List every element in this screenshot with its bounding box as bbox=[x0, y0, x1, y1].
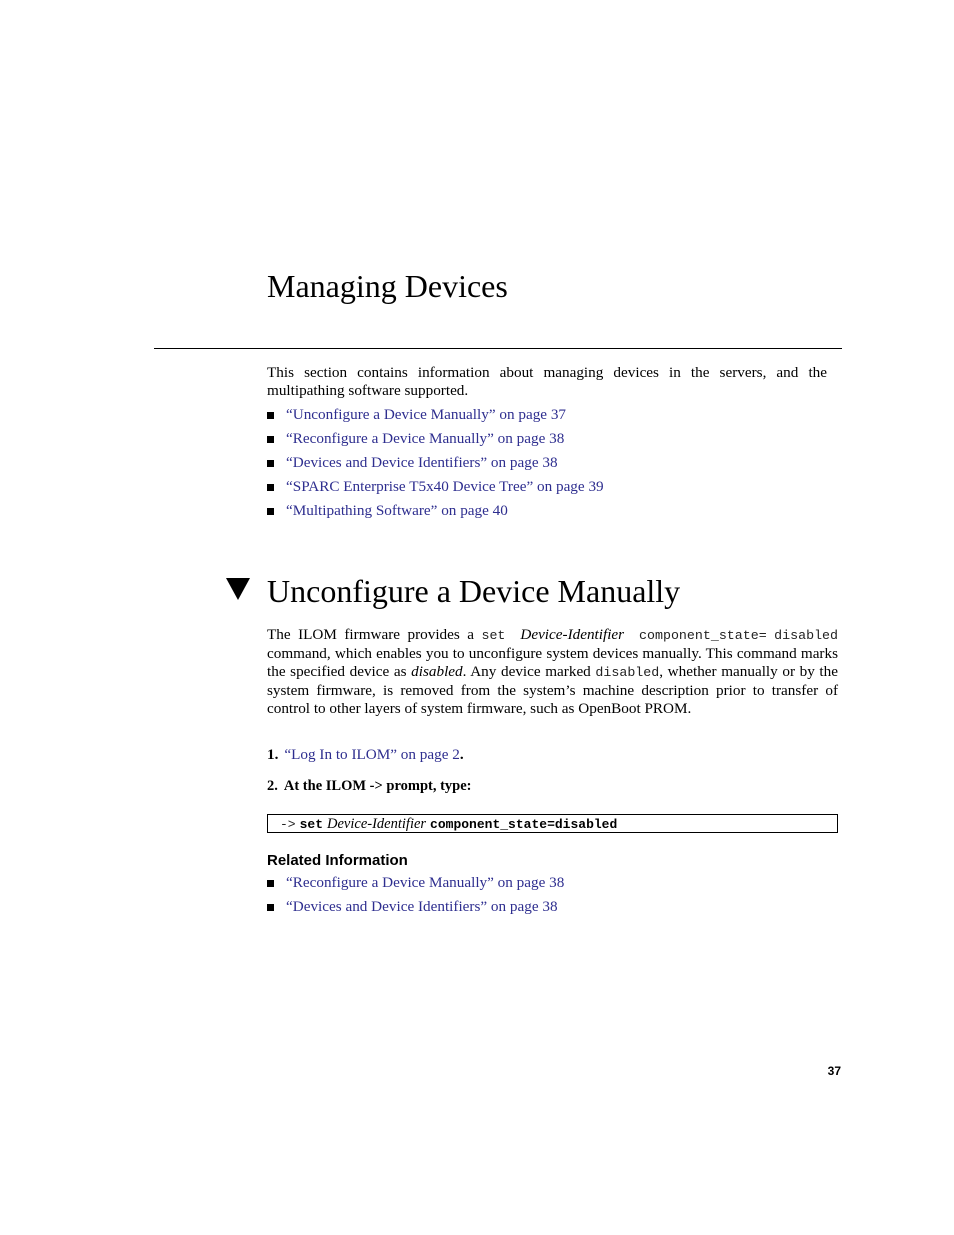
list-item bbox=[267, 874, 564, 898]
triangle-down-icon bbox=[226, 578, 250, 600]
code-command: set bbox=[299, 817, 324, 832]
bullet-square-icon bbox=[267, 436, 274, 443]
italic-disabled: disabled bbox=[411, 663, 463, 680]
step-suffix: . bbox=[459, 746, 464, 763]
list-item bbox=[267, 502, 604, 526]
code-set: set bbox=[481, 628, 506, 643]
list-item bbox=[267, 478, 604, 502]
body-text: . Any device marked bbox=[462, 663, 596, 680]
list-item bbox=[267, 430, 604, 454]
code-disabled-value: disabled bbox=[774, 628, 839, 643]
list-item bbox=[267, 454, 604, 478]
chapter-divider bbox=[154, 348, 842, 349]
step-text: At the ILOM -> prompt, type: bbox=[283, 778, 472, 794]
step-link-log-in[interactable]: “Log In to ILOM” on page 2 bbox=[284, 746, 460, 763]
step-number: 2. bbox=[267, 778, 278, 794]
chapter-toc-list bbox=[267, 406, 604, 526]
related-link-device-identifiers[interactable]: “Devices and Device Identifiers” on page 38 bbox=[286, 898, 558, 915]
code-disabled: disabled bbox=[595, 665, 660, 680]
chapter-title: Managing Devices bbox=[267, 268, 508, 304]
bullet-square-icon bbox=[267, 880, 274, 887]
toc-link-reconfigure[interactable]: “Reconfigure a Device Manually” on page 38 bbox=[286, 430, 565, 447]
bullet-square-icon bbox=[267, 508, 274, 515]
code-example-box bbox=[267, 814, 838, 833]
page-number: 37 bbox=[827, 1064, 841, 1078]
toc-link-device-tree[interactable]: “SPARC Enterprise T5x40 Device Tree” on page 39 bbox=[286, 478, 604, 495]
toc-link-device-identifiers[interactable]: “Devices and Device Identifiers” on page 38 bbox=[286, 454, 558, 471]
section-heading bbox=[226, 569, 680, 613]
bullet-square-icon bbox=[267, 904, 274, 911]
step-number: 1. bbox=[267, 746, 279, 763]
list-item bbox=[267, 898, 564, 922]
code-argument: Device-Identifier bbox=[327, 816, 427, 832]
related-information-heading: Related Information bbox=[267, 852, 408, 869]
related-information-list bbox=[267, 874, 564, 922]
code-value: component_state=disabled bbox=[430, 817, 618, 832]
toc-link-multipathing[interactable]: “Multipathing Software” on page 40 bbox=[286, 502, 508, 519]
step-1 bbox=[267, 746, 464, 764]
section-body bbox=[267, 626, 838, 718]
section-title: Unconfigure a Device Manually bbox=[267, 573, 681, 609]
body-text: , whether manually or by the system firmware, is removed from the system’s machine description prior to transfer of control to other layers of system firmware, such as OpenBoot PROM. bbox=[267, 663, 838, 717]
body-text: command, which enables you to unconfigure system devices manually. This command marks the specified device as bbox=[267, 645, 838, 680]
list-item bbox=[267, 406, 604, 430]
arg-device-identifier: Device-Identifier bbox=[520, 626, 625, 643]
bullet-square-icon bbox=[267, 460, 274, 467]
bullet-square-icon bbox=[267, 484, 274, 491]
toc-link-unconfigure[interactable]: “Unconfigure a Device Manually” on page 37 bbox=[286, 406, 567, 423]
step-2 bbox=[267, 777, 472, 795]
body-text: The ILOM firmware provides a bbox=[267, 626, 482, 643]
code-component-state: component_state= bbox=[639, 628, 767, 643]
bullet-square-icon bbox=[267, 412, 274, 419]
related-link-reconfigure[interactable]: “Reconfigure a Device Manually” on page 38 bbox=[286, 874, 565, 891]
chapter-intro: This section contains information about managing devices in the servers, and the multipathing software supported. bbox=[267, 364, 827, 399]
code-prompt: -> bbox=[280, 817, 296, 832]
